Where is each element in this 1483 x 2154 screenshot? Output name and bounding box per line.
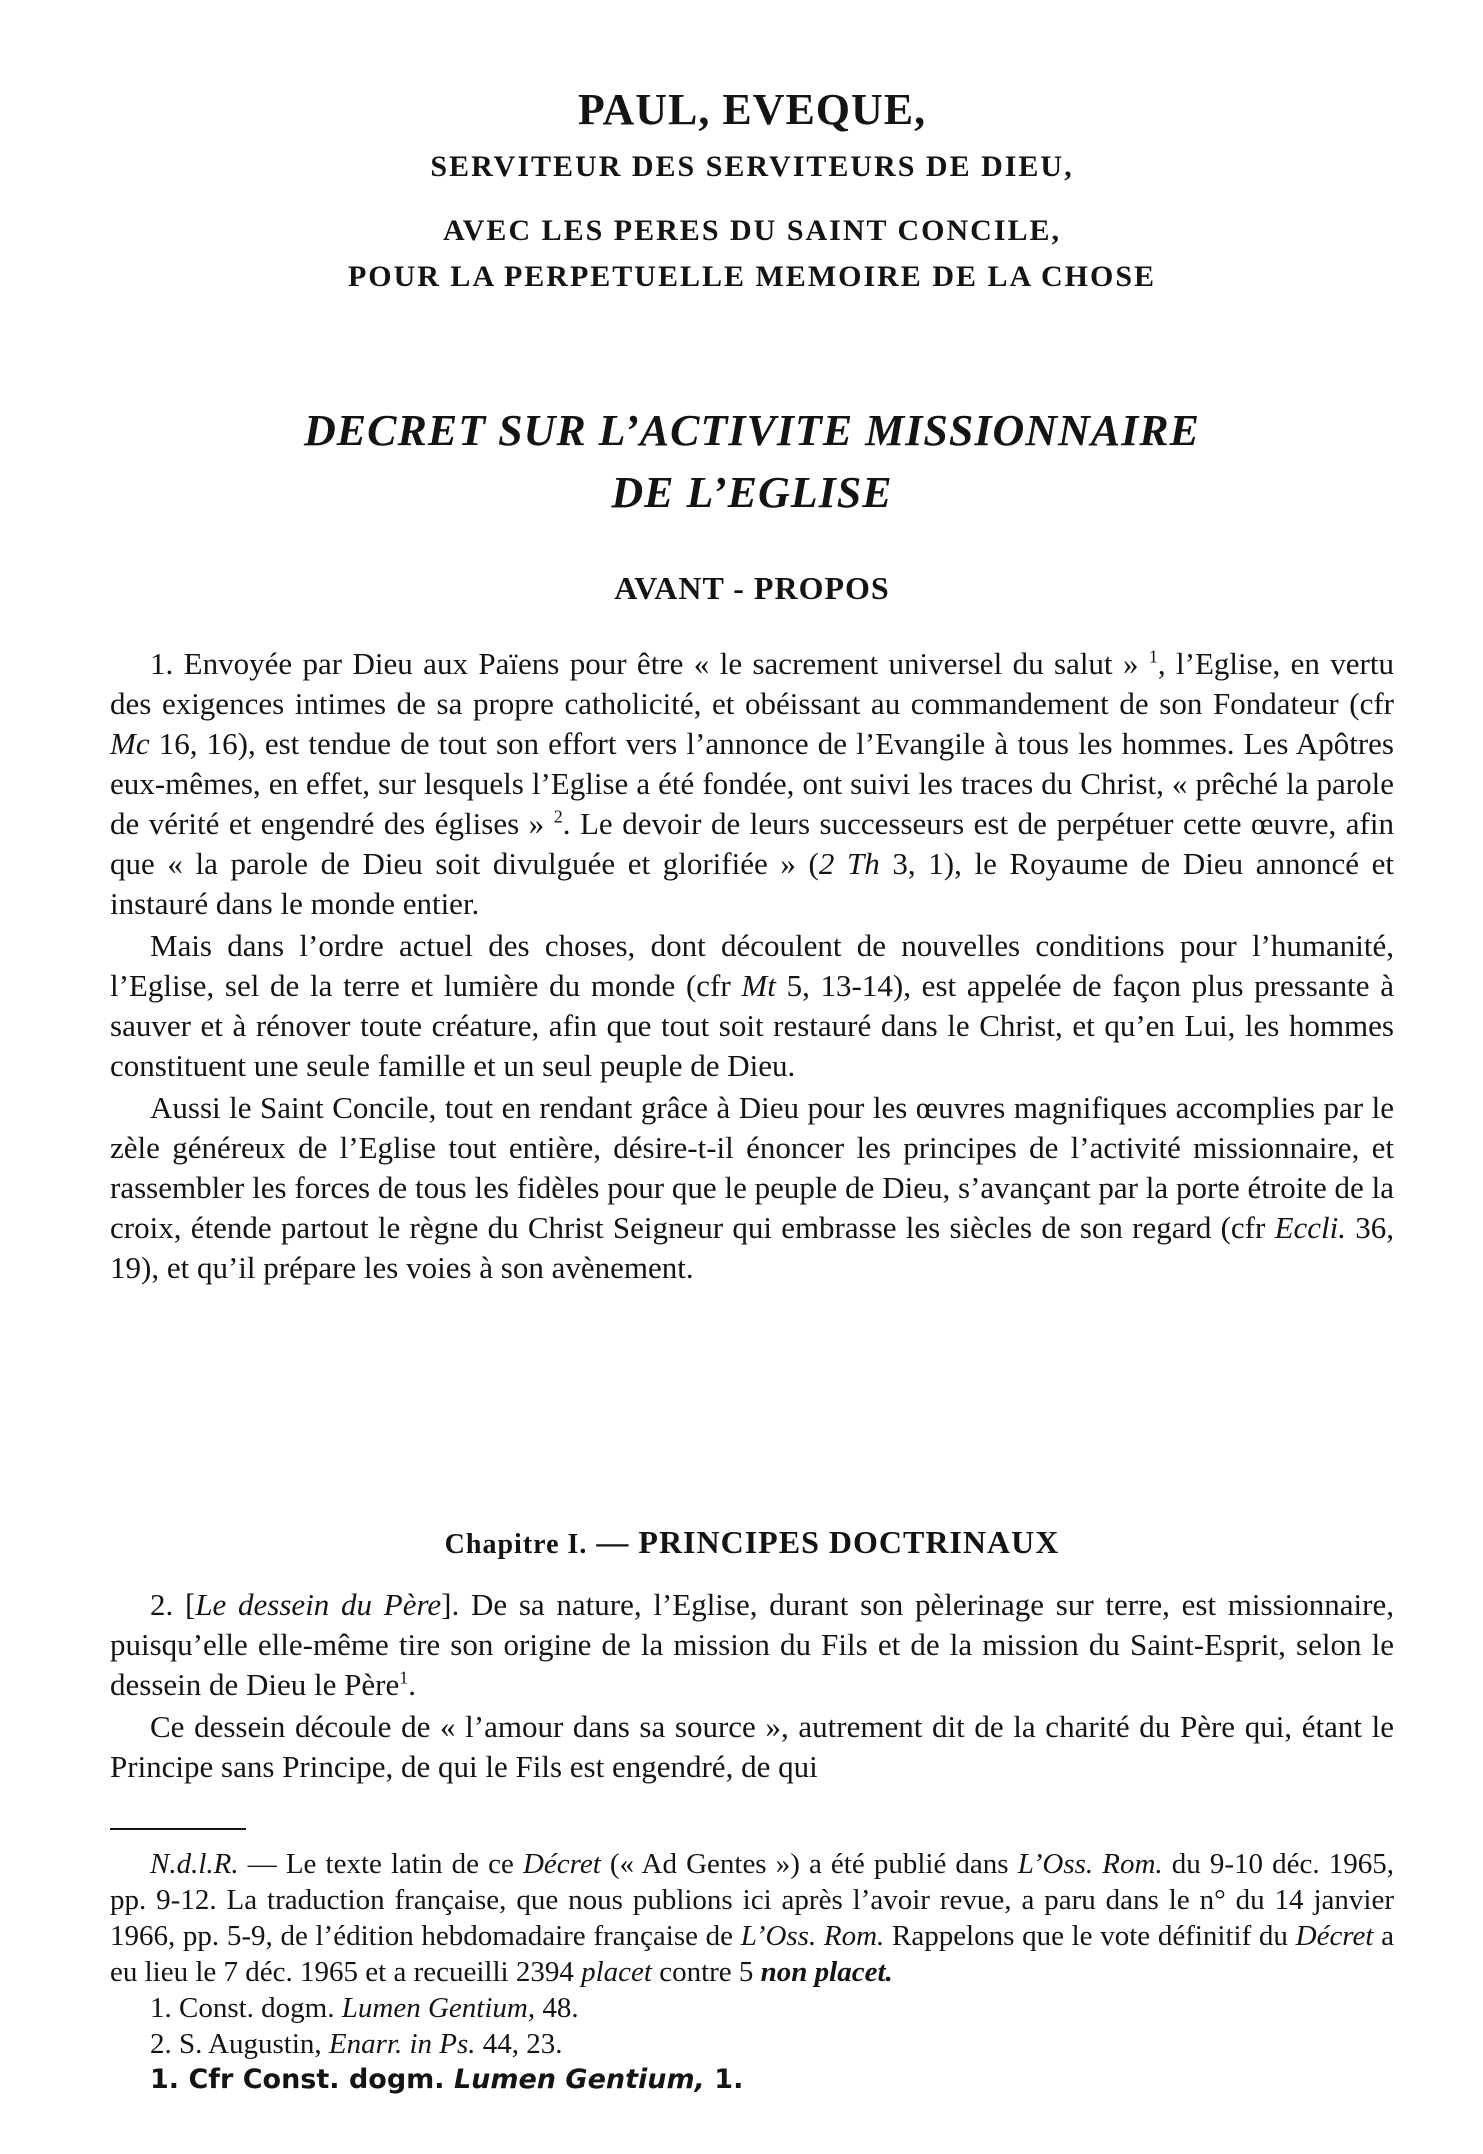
chapter-dash: —	[587, 1524, 639, 1560]
text-run: 1. Cfr Const. dogm.	[150, 2064, 454, 2095]
text-run: — Le texte latin de ce	[238, 1848, 523, 1880]
paragraph-2	[110, 926, 1394, 1086]
paragraph-3	[110, 1088, 1394, 1288]
text-run: Aussi le Saint Concile, tout en rendant grâce à Dieu pour les œuvres magnifiques accomplies par le zèle généreux de l’Eglise tout entière, désire-t-il énoncer les principes de l’activité missionnaire, et rassembler les forces de tous les fidèles pour que le peuple de Dieu, s’avançant par la porte étroite de la croix, étende partout le règne du Christ Seigneur qui embrasse les siècles de son regard (cfr	[110, 1090, 1394, 1245]
footnote-1	[110, 1990, 1394, 2026]
italic-run: L’Oss. Rom.	[740, 1920, 885, 1952]
italic-run: Lumen Gentium,	[453, 2064, 705, 2095]
text-run: 5, 13-14), est appelée de façon plus pressante à sauver et à rénover toute créature, afin que tout soit restauré dans le Christ, et qu’en Lui, les hommes constituent une seule famille et un seul peuple de Dieu.	[110, 968, 1394, 1083]
scripture-reference: Mc	[110, 726, 150, 761]
italic-run: non placet.	[760, 1956, 893, 1988]
footnote-divider	[110, 1828, 246, 1830]
chapter-heading	[110, 1524, 1394, 1561]
chapter-1-body	[110, 1585, 1394, 1789]
footnotes	[110, 1846, 1394, 2098]
italic-run: Décret	[522, 1848, 601, 1880]
paragraph-1	[110, 644, 1394, 924]
text-run: , l’Eglise, en vertu des exigences intimes de sa propre catholicité, et obéissant au commandement de son Fondateur (cfr	[110, 646, 1394, 721]
text-run: 16, 16), est tendue de tout son effort vers l’annonce de l’Evangile à tous les hommes. Les Apôtres eux-mêmes, en effet, sur lesquels l’Eglise a été fondée, ont suivi les traces du Christ, « prêché la parole de vérité et engendré des églises »	[110, 726, 1394, 841]
section-heading-avant-propos: AVANT - PROPOS	[614, 570, 890, 606]
text-run: 1. Envoyée par Dieu aux Païens pour être « le sacrement universel du salut »	[150, 646, 1149, 681]
text-run: . Le devoir de leurs successeurs est de perpétuer cette œuvre, afin que « la parole de Dieu soit divulguée et glorifiée » (	[110, 806, 1394, 881]
text-run: 1. Const. dogm.	[150, 1992, 342, 2024]
chapter-label: Chapitre I.	[444, 1529, 588, 1560]
text-run: 2. S. Augustin,	[150, 2028, 329, 2060]
text-run: ]. De sa nature, l’Eglise, durant son pèlerinage sur terre, est missionnaire, puisqu’elle elle-même tire son origine de la mission du Fils et de la mission du Saint-Esprit, selon le dessein de Dieu le Père	[110, 1587, 1394, 1702]
paragraph-4	[110, 1585, 1394, 1705]
italic-run: Enarr. in Ps.	[328, 2028, 476, 2060]
footnote-2	[110, 2026, 1394, 2062]
italic-run: placet	[581, 1956, 652, 1988]
author-subtitle-2: AVEC LES PERES DU SAINT CONCILE,	[442, 214, 1062, 247]
footnote-marker: 2	[553, 806, 563, 827]
text-run: contre 5	[651, 1956, 761, 1988]
text-run: 44, 23.	[475, 2028, 563, 2060]
text-run: 1.	[704, 2064, 744, 2095]
text-run: .	[408, 1667, 416, 1702]
text-run: Rappelons que le vote définitif du	[884, 1920, 1296, 1952]
text-run: 3, 1), le Royaume de Dieu annoncé et instauré dans le monde entier.	[110, 846, 1394, 921]
italic-run: L’Oss. Rom.	[1017, 1848, 1163, 1880]
text-run: 48.	[535, 1992, 579, 2024]
text-run: 2. [	[150, 1587, 196, 1622]
author-subtitle-3: POUR LA PERPETUELLE MEMOIRE DE LA CHOSE	[347, 260, 1157, 293]
text-run: Mais dans l’ordre actuel des choses, dont découlent de nouvelles conditions pour l’humanité, l’Eglise, sel de la terre et lumière du monde (cfr	[110, 928, 1394, 1003]
decree-title-line-2: DE L’EGLISE	[611, 468, 893, 517]
author-subtitle-1: SERVITEUR DES SERVITEURS DE DIEU,	[430, 150, 1074, 183]
text-run: a eu lieu le 7 déc. 1965 et a recueilli 2394	[110, 1920, 1395, 1988]
paragraph-5: Ce dessein découle de « l’amour dans sa source », autrement dit de la charité du Père qui, étant le Principe sans Principe, de qui le Fils est engendré, de qui	[110, 1709, 1394, 1784]
article-heading: Le dessein du Père	[195, 1587, 442, 1622]
text-run: 36, 19), et qu’il prépare les voies à son avènement.	[110, 1210, 1394, 1285]
italic-run: Lumen Gentium,	[341, 1992, 536, 2024]
text-run: du 9-10 déc. 1965, pp. 9-12. La traduction française, que nous publions ici après l’avoir revue, a paru dans le n° du 14 janvier 1966, pp. 5-9, de l’édition hebdomadaire française de	[110, 1848, 1394, 1952]
scripture-reference: Eccli.	[1274, 1210, 1346, 1245]
text-run: (« Ad Gentes ») a été publié dans	[600, 1848, 1018, 1880]
author-heading: PAUL, EVEQUE,	[577, 85, 927, 134]
footnote-3	[110, 2062, 1394, 2098]
footnote-marker: 1	[1148, 646, 1158, 667]
footnote-marker: 1	[399, 1667, 409, 1688]
decree-title-line-1: DECRET SUR L’ACTIVITE MISSIONNAIRE	[304, 406, 1200, 455]
chapter-title: PRINCIPES DOCTRINAUX	[638, 1524, 1060, 1560]
note-label: N.d.l.R.	[150, 1848, 239, 1880]
editor-note	[110, 1846, 1394, 1990]
decree-title	[110, 400, 1394, 524]
scripture-reference: 2 Th	[818, 846, 880, 881]
avant-propos-body	[110, 644, 1394, 1290]
italic-run: Décret	[1295, 1920, 1374, 1952]
scripture-reference: Mt	[741, 968, 776, 1003]
